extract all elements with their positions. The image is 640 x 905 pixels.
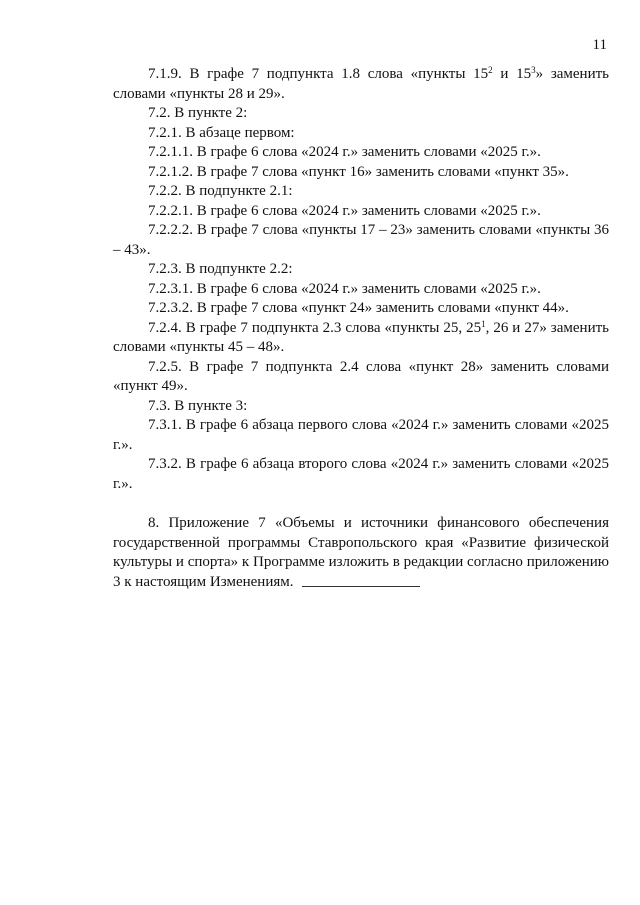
paragraph-7-2-1-1: 7.2.1.1. В графе 6 слова «2024 г.» заменить словами «2025 г.».	[148, 144, 541, 160]
paragraph-7-2-1-2: 7.2.1.2. В графе 7 слова «пункт 16» заменить словами «пункт 35».	[148, 163, 569, 180]
paragraph-7-2: 7.2. В пункте 2:	[148, 105, 248, 121]
paragraph-7-2-5: 7.2.5. В графе 7 подпункта 2.4 слова «пункт 28» заменить словами «пункт 49».	[113, 358, 609, 394]
paragraph-text: 7.1.9. В графе 7 подпункта 1.8 слова «пункты 15	[148, 66, 489, 82]
paragraph-text: » заменить словами «пункты 28 и 29».	[113, 66, 610, 102]
page-number: 11	[592, 37, 607, 53]
paragraph-7-2-2: 7.2.2. В подпункте 2.1:	[148, 183, 293, 199]
paragraph-7-3-2: 7.3.2. В графе 6 абзаца второго слова «2024 г.» заменить словами «2025 г.».	[113, 456, 609, 492]
paragraph-7-2-3-2: 7.2.3.2. В графе 7 слова «пункт 24» заменить словами «пункт 44».	[148, 300, 569, 316]
superscript: 1	[481, 318, 486, 329]
paragraph-7-2-1: 7.2.1. В абзаце первом:	[148, 124, 295, 141]
paragraph-text: , 26 и 27» заменить словами «пункты 45 – 48».	[113, 319, 609, 355]
superscript: 2	[488, 65, 493, 75]
paragraph-7-3: 7.3. В пункте 3:	[148, 397, 248, 414]
paragraph-8: 8. Приложение 7 «Объемы и источники финансового обеспечения государственной программы Ставропольского края «Развитие физической культуры и спорта» к Программе изложить в редакции согласно приложению 3 к настоящим Изменениям.	[113, 515, 609, 590]
closing-rule	[302, 586, 420, 587]
superscript: 3	[531, 65, 536, 75]
paragraph-text: и 15	[492, 66, 532, 82]
paragraph-text: 7.2.4. В графе 7 подпункта 2.3 слова «пункты 25, 25	[148, 319, 482, 336]
paragraph-7-2-2-1: 7.2.2.1. В графе 6 слова «2024 г.» заменить словами «2025 г.».	[148, 202, 541, 219]
paragraph-7-3-1: 7.3.1. В графе 6 абзаца первого слова «2024 г.» заменить словами «2025 г.».	[113, 417, 609, 453]
paragraph-7-2-3: 7.2.3. В подпункте 2.2:	[148, 261, 293, 277]
document-body	[113, 65, 609, 592]
paragraph-7-2-4	[113, 319, 609, 358]
paragraph-7-1-9	[113, 65, 609, 104]
paragraph-7-2-3-1: 7.2.3.1. В графе 6 слова «2024 г.» заменить словами «2025 г.».	[148, 280, 541, 297]
paragraph-7-2-2-2: 7.2.2.2. В графе 7 слова «пункты 17 – 23» заменить словами «пункты 36 – 43».	[113, 222, 609, 258]
